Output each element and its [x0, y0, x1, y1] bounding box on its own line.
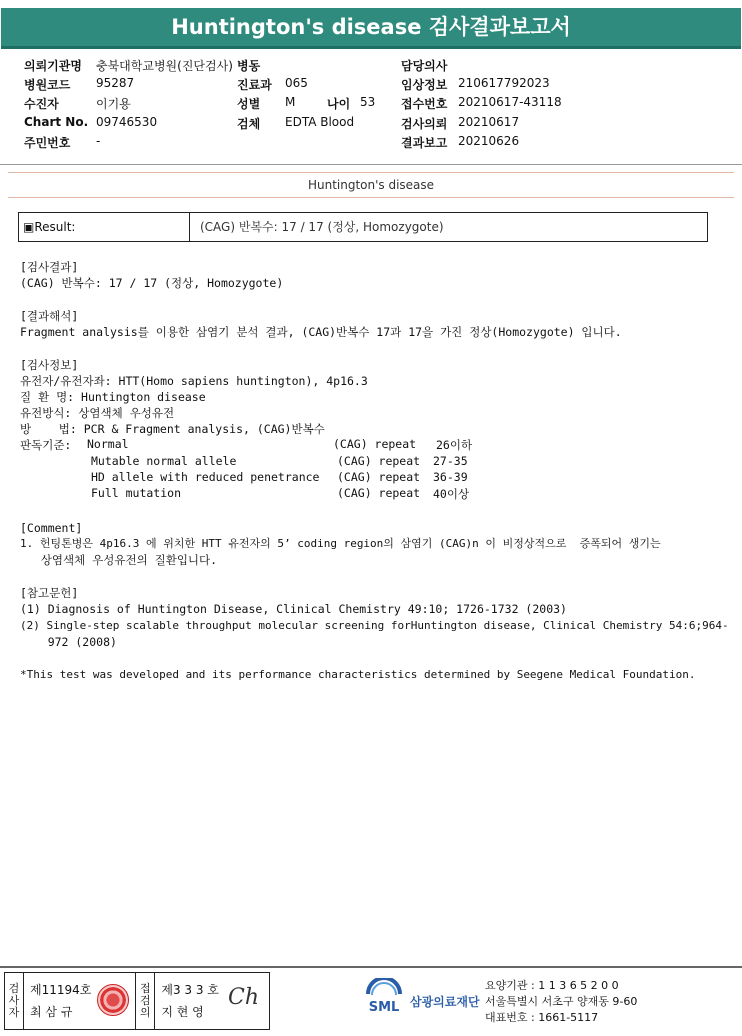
age-label: 나이 — [327, 97, 351, 111]
reviewer-char: 검 — [140, 994, 151, 1007]
hospital-code-label: 병원코드 — [24, 78, 71, 92]
criteria-name: Normal — [87, 437, 129, 451]
comment-line-2: 상염색체 우성유전의 질환입니다. — [20, 553, 218, 567]
criteria-name: Mutable normal allele — [91, 454, 237, 468]
receipt-value: 20210617-43118 — [458, 95, 562, 109]
reviewer-char: 접 — [140, 982, 151, 995]
specimen-label: 검체 — [237, 117, 261, 131]
reviewer-vertical-label — [135, 973, 155, 1029]
inspector-char: 사 — [8, 994, 20, 1007]
sex-value: M — [285, 95, 296, 109]
criteria-range: 26이하 — [436, 438, 473, 452]
reference-2: (2) Single-step scalable throughput molecular screening forHuntington disease, Clinical Chemistry 54:6;964- — [20, 619, 729, 632]
result-value: (CAG) 반복수: 17 / 17 (정상, Homozygote) — [200, 220, 444, 234]
inspector-info — [24, 973, 97, 1029]
org-address-block — [485, 978, 637, 1026]
doctor-label: 담당의사 — [401, 59, 448, 73]
references-heading: [참고문헌] — [20, 586, 79, 600]
age-value: 53 — [360, 95, 376, 109]
chart-label: Chart No. — [24, 115, 89, 129]
report-date-value: 20210626 — [458, 134, 520, 148]
comment-heading: [Comment] — [20, 521, 83, 535]
exam-result-text: (CAG) 반복수: 17 / 17 (정상, Homozygote) — [20, 276, 284, 290]
info-inheritance: 유전방식: 상염색체 우성유전 — [20, 406, 175, 420]
disclaimer: *This test was developed and its performance characteristics determined by Seegene Medical Foundation. — [20, 668, 696, 681]
criteria-name: HD allele with reduced penetrance — [91, 470, 320, 484]
requester-value: 충북대학교병원(진단검사) — [96, 59, 233, 73]
hospital-code-value: 95287 — [96, 76, 135, 90]
resident-label: 주민번호 — [24, 136, 71, 150]
chart-value: 09746530 — [96, 115, 158, 129]
reviewer-number: 제3 3 3 호 — [161, 983, 219, 997]
reviewer-char: 의 — [140, 1006, 151, 1019]
exam-result-heading: [검사결과] — [20, 260, 79, 274]
comment-line-1: 1. 헌팅톤병은 4p16.3 에 위치한 HTT 유전자의 5’ coding region의 삼염기 (CAG)n 이 비정상적으로 증폭되어 생기는 — [20, 537, 661, 550]
ward-label: 병동 — [237, 59, 261, 73]
info-gene: 유전자/유전자좌: HTT(Homo sapiens huntington), 4p16.3 — [20, 374, 368, 388]
reference-1: (1) Diagnosis of Huntington Disease, Clinical Chemistry 49:10; 1726-1732 (2003) — [20, 602, 567, 616]
dept-label: 진료과 — [237, 78, 272, 92]
org-phone: 대표번호 : 1661-5117 — [485, 1011, 599, 1024]
reference-2-cont: 972 (2008) — [20, 635, 117, 649]
inspector-char: 자 — [8, 1006, 20, 1019]
section-caption: Huntington's disease — [307, 178, 435, 192]
receipt-label: 접수번호 — [401, 97, 448, 111]
header-divider — [0, 164, 742, 165]
clinical-value: 210617792023 — [458, 76, 550, 90]
org-institution-code: 요양기관 : 1 1 3 6 5 2 0 0 — [485, 979, 619, 992]
caption-bottom-rule — [8, 197, 734, 198]
inspector-vertical-label — [5, 973, 24, 1029]
specimen-value: EDTA Blood — [285, 115, 355, 129]
reviewer-name: 지 현 영 — [161, 1005, 204, 1019]
criteria-label: 판독기준: — [20, 438, 72, 452]
logo-mark-text: SML — [368, 1000, 400, 1015]
handwritten-signature: Ch — [228, 985, 260, 1010]
caption-top-rule — [8, 172, 734, 173]
sml-logo-icon — [364, 978, 404, 1018]
info-disease: 질 환 명: Huntington disease — [20, 390, 206, 404]
criteria-range: 36-39 — [433, 470, 468, 484]
request-date-value: 20210617 — [458, 115, 520, 129]
footer-divider — [0, 966, 742, 968]
criteria-repeat: (CAG) repeat — [337, 470, 421, 484]
request-date-label: 검사의뢰 — [401, 117, 448, 131]
criteria-range: 27-35 — [433, 454, 468, 468]
patient-label: 수진자 — [24, 97, 59, 111]
criteria-repeat: (CAG) repeat — [337, 486, 421, 500]
dept-value: 065 — [285, 76, 308, 90]
info-method: 방 법: PCR & Fragment analysis, (CAG)반복수 — [20, 422, 325, 436]
report-date-label: 결과보고 — [401, 136, 448, 150]
reviewer-info — [155, 973, 225, 1029]
interpretation-text: Fragment analysis를 이용한 삼염기 분석 결과, (CAG)반복수 17과 17을 가진 정상(Homozygote) 입니다. — [20, 325, 622, 339]
criteria-repeat: (CAG) repeat — [333, 437, 417, 451]
inspector-char: 검 — [8, 982, 20, 995]
clinical-label: 임상정보 — [401, 78, 448, 92]
inspector-name: 최 삼 규 — [30, 1005, 73, 1019]
criteria-name: Full mutation — [91, 486, 182, 500]
result-summary-box — [18, 212, 708, 242]
patient-value: 이기용 — [96, 97, 131, 111]
requester-label: 의뢰기관명 — [24, 59, 82, 73]
interpretation-heading: [결과해석] — [20, 309, 79, 323]
inspector-number: 제11194호 — [30, 983, 92, 997]
info-heading: [검사정보] — [20, 358, 79, 372]
resident-value: - — [96, 134, 101, 148]
result-label: ▣Result: — [19, 213, 190, 241]
org-address: 서울특별시 서초구 양재동 9-60 — [485, 995, 638, 1008]
org-name: 삼광의료재단 — [410, 995, 480, 1009]
seal-stamp-icon — [97, 984, 129, 1016]
sex-label: 성별 — [237, 97, 261, 111]
criteria-repeat: (CAG) repeat — [337, 454, 421, 468]
report-title: Huntington's disease 검사결과보고서 — [1, 8, 741, 49]
criteria-range: 40이상 — [433, 487, 470, 501]
